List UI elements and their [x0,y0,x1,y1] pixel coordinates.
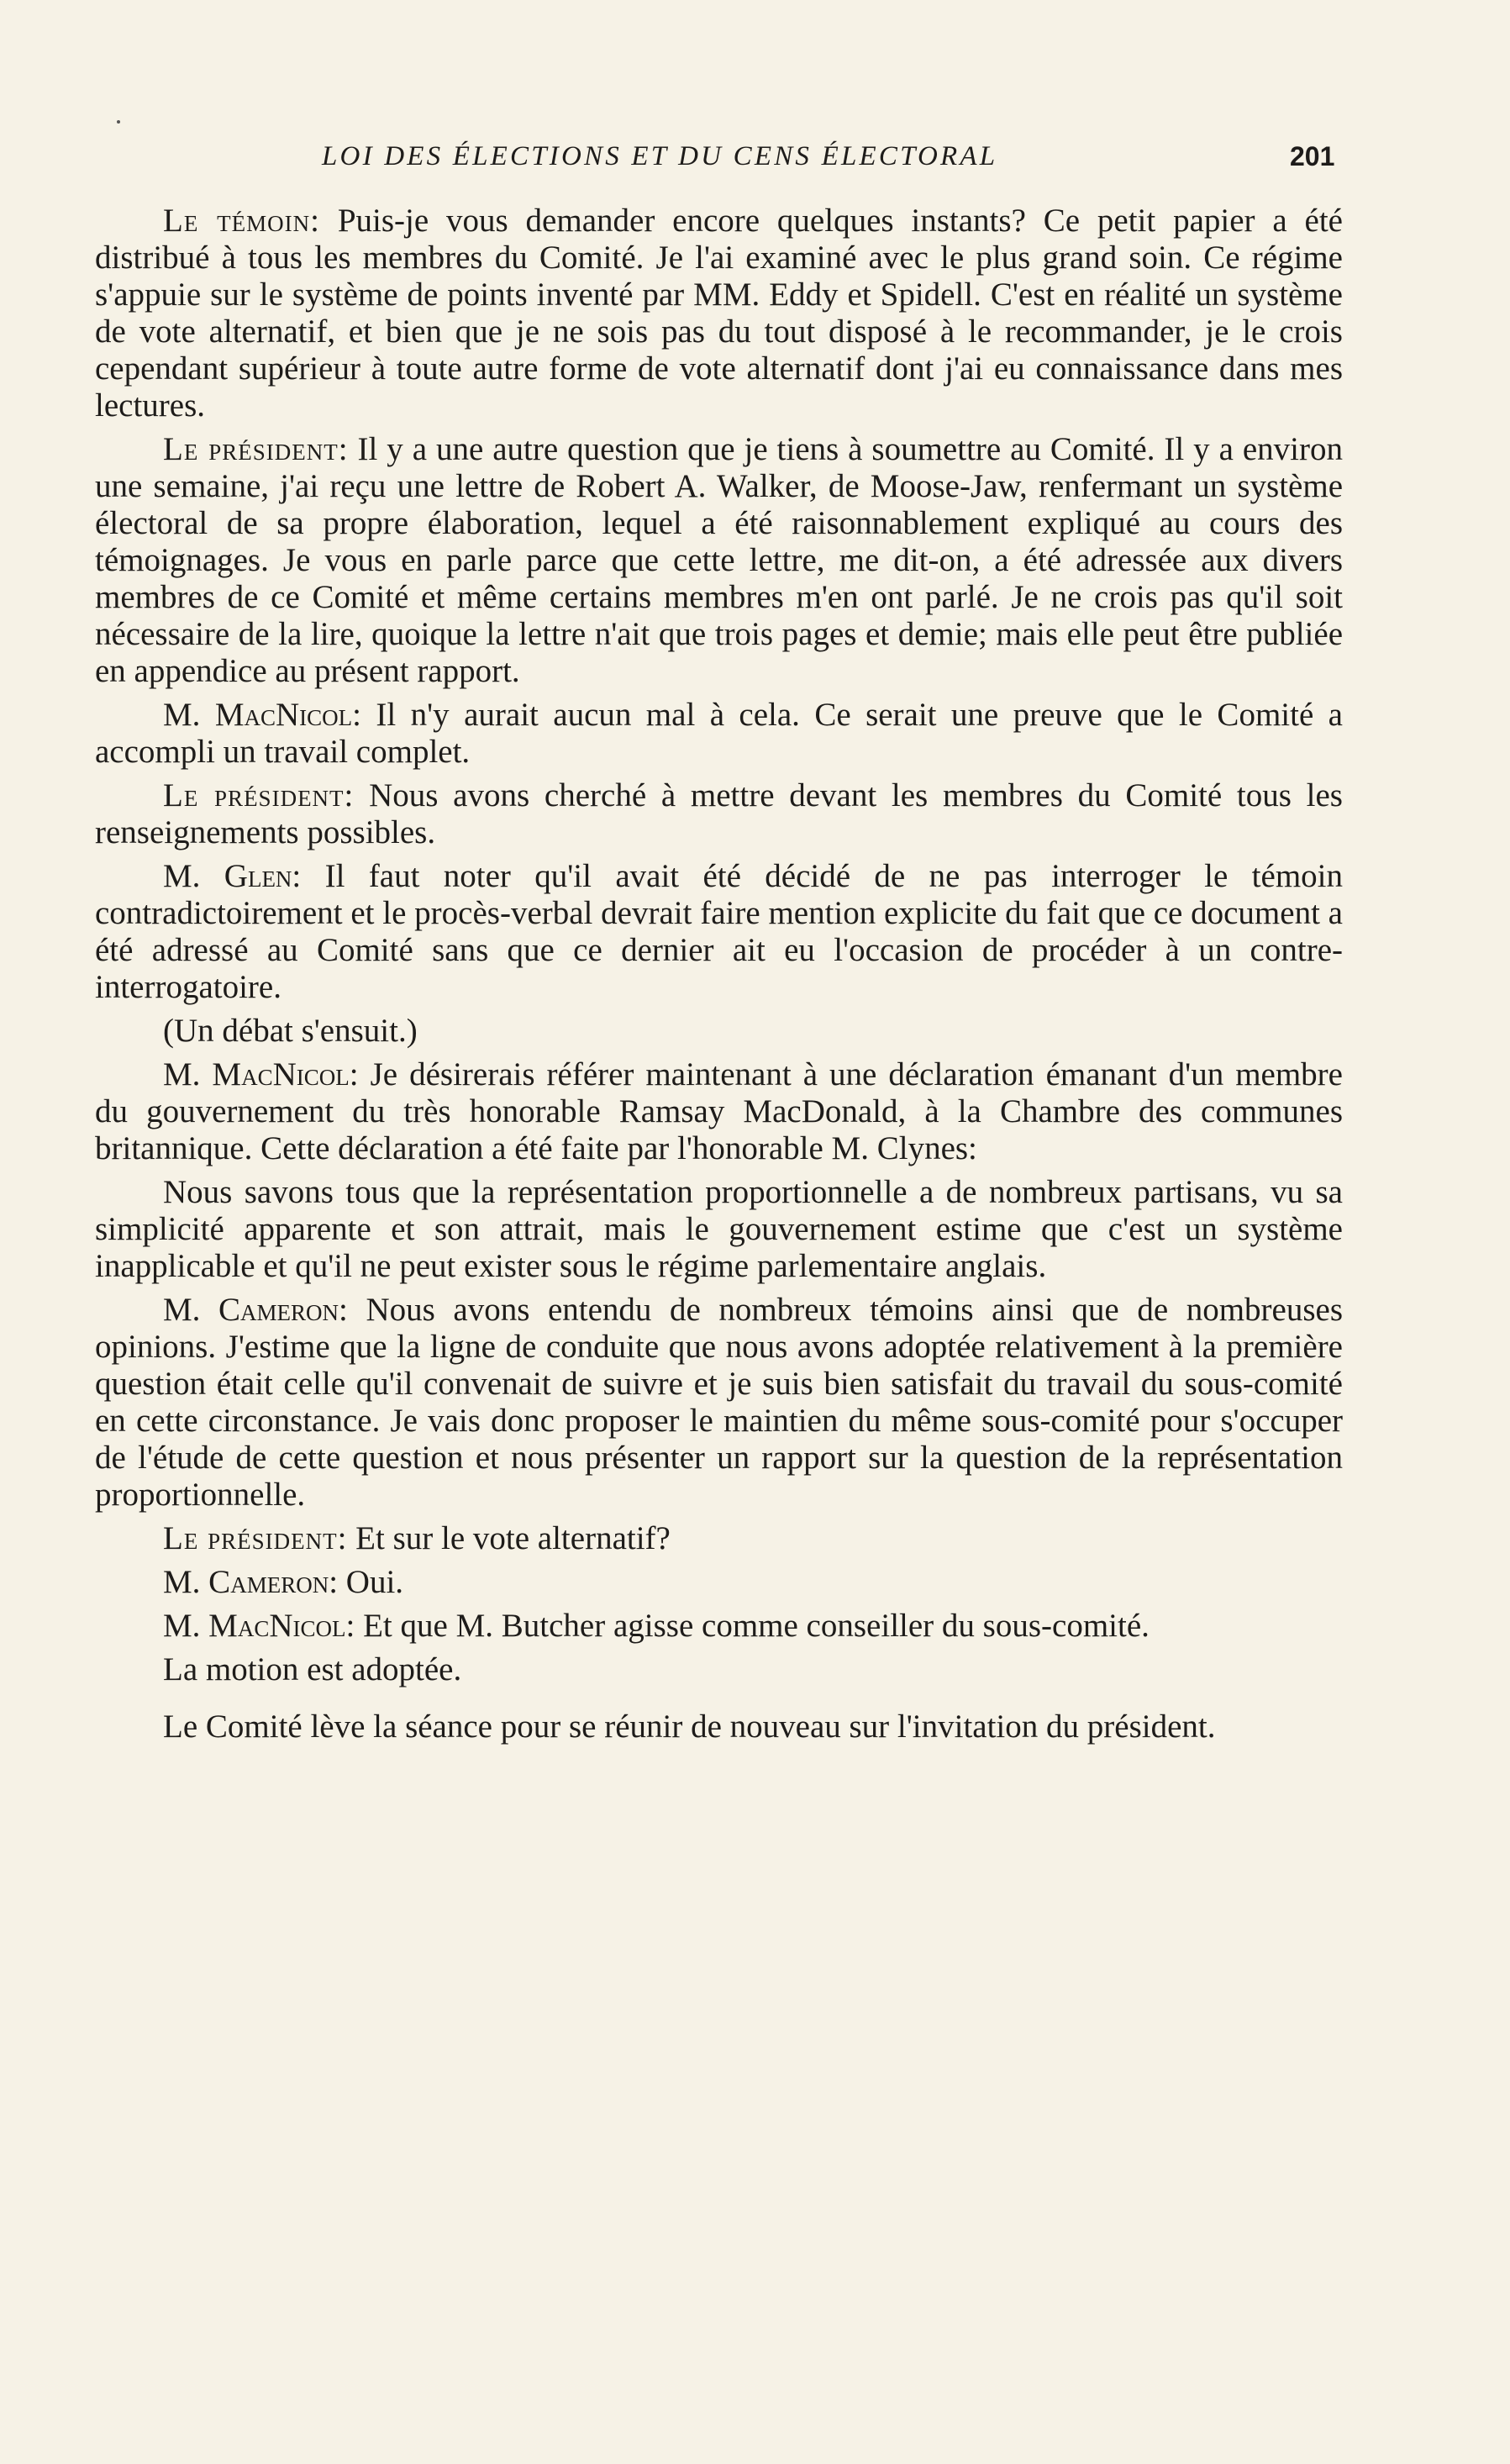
paragraph [95,1520,1343,1557]
speaker-label: Le témoin: [163,203,320,239]
paragraph [95,1564,1343,1601]
paragraph-text: Et que M. Butcher agisse comme conseiller du sous-comité. [355,1608,1150,1644]
motion-result [95,1651,1343,1688]
paragraph [95,1056,1343,1167]
paragraph-text: Oui. [338,1564,404,1600]
speaker-label: M. MacNicol: [163,697,362,733]
running-title: LOI DES ÉLECTIONS ET DU CENS ÉLECTORAL [322,141,998,171]
paragraph-text: Nous avons entendu de nombreux témoins ainsi que de nombreuses opinions. J'estime que la ligne de conduite que nous avons adoptée relativement à la première question était celle qu'il convenait de suivre et je suis bien satisfait du travail du sous-comité en cette circonstance. Je vais donc proposer le maintien du même sous-comité pour s'occuper de l'étude de cette question et nous présenter un rapport sur la question de la représentation proportionnelle. [95,1292,1344,1513]
paragraph [95,1292,1343,1514]
speaker-label: Le président: [163,431,349,467]
paragraph-text: La motion est adoptée. [163,1651,462,1687]
paragraph-text: Le Comité lève la séance pour se réunir de nouveau sur l'invitation du président. [163,1708,1216,1745]
paragraph [95,777,1343,851]
paragraph-text: Je désirerais référer maintenant à une déclaration émanant d'un membre du gouvernement du très honorable Ramsay MacDonald, à la Chambre des communes britannique. Cette déclaration a été faite par l'honorable M. Clynes: [95,1056,1343,1166]
speaker-label: M. MacNicol: [163,1056,359,1092]
speaker-label: M. Cameron: [163,1564,339,1600]
speaker-label: M. Cameron: [163,1292,348,1328]
paragraph [95,697,1343,771]
paragraph-text: Il faut noter qu'il avait été décidé de ne pas interroger le témoin contradictoirement et le procès-verbal devrait faire mention explicite du fait que ce document a été adressé au Comité sans que ce dernier ait eu l'occasion de procéder à un contre-interrogatoire. [95,858,1343,1005]
paragraph-text: Il n'y aurait aucun mal à cela. Ce serait une preuve que le Comité a accompli un travail complet. [95,697,1343,770]
block-quote: Nous savons tous que la représentation proportionnelle a de nombreux partisans, vu sa simplicité apparente et son attrait, mais le gouvernement estime que c'est un système inapplicable et qu'il ne peut exister sous le régime parlementaire anglais. [95,1174,1343,1284]
paragraph-text: Nous avons cherché à mettre devant les membres du Comité tous les renseignements possibles. [95,777,1343,850]
speaker-label: Le président: [163,777,355,813]
body-text [95,203,1343,1752]
page-header [0,141,1510,178]
paragraph-text: (Un débat s'ensuit.) [163,1013,418,1049]
speck [117,120,120,124]
paragraph [95,431,1343,690]
paragraph [95,203,1343,424]
paragraph-text: Puis-je vous demander encore quelques instants? Ce petit papier a été distribué à tous les membres du Comité. Je l'ai examiné avec le plus grand soin. Ce régime s'appuie sur le système de points inventé par MM. Eddy et Spidell. C'est en réalité un système de vote alternatif, et bien que je ne sois pas du tout disposé à le recommander, je le crois cependant supérieur à toute autre forme de vote alternatif dont j'ai eu connaissance dans mes lectures. [95,203,1343,424]
stage-direction [95,1013,1343,1050]
speaker-label: Le président: [163,1520,348,1556]
paragraph-text: Il y a une autre question que je tiens à soumettre au Comité. Il y a environ une semaine, j'ai reçu une lettre de Robert A. Walker, de Moose-Jaw, renfermant un système électoral de sa propre élaboration, lequel a été raisonnablement expliqué au cours des témoignages. Je vous en parle parce que cette lettre, me dit-on, a été adressée aux divers membres de ce Comité et même certains membres m'en ont parlé. Je ne crois pas qu'il soit nécessaire de la lire, quoique la lettre n'ait que trois pages et demie; mais elle peut être publiée en appendice au présent rapport. [95,431,1343,689]
speaker-label: M. Glen: [163,858,302,894]
speaker-label: M. MacNicol: [163,1608,355,1644]
paragraph [95,1608,1343,1645]
page-number: 201 [1290,141,1335,171]
closing-paragraph [95,1708,1343,1745]
paragraph [95,858,1343,1006]
paragraph-text: Et sur le vote alternatif? [347,1520,671,1556]
